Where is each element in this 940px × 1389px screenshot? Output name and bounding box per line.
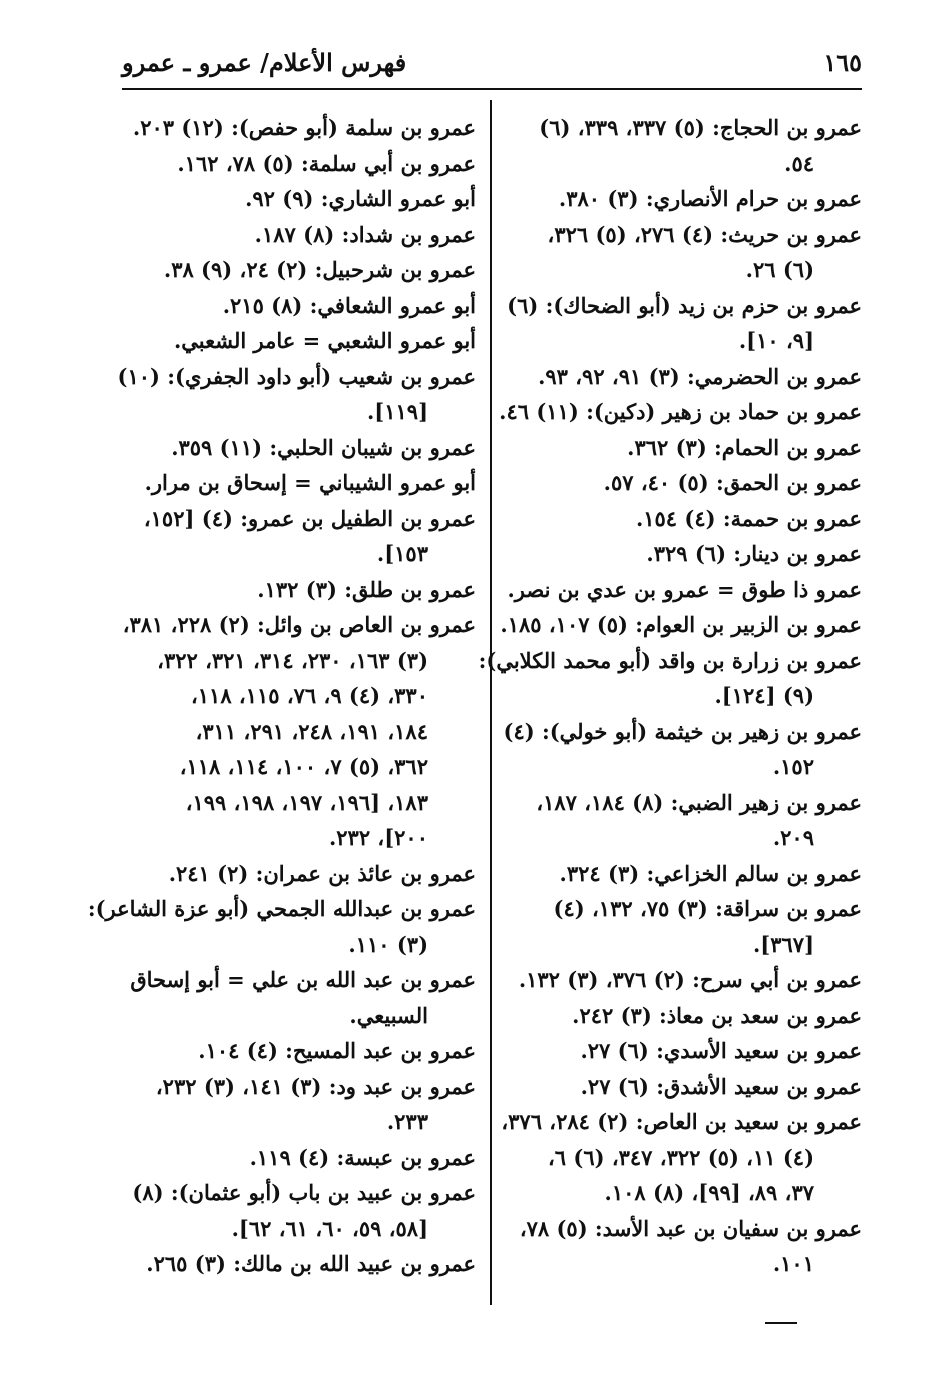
entry-continuation-line: ١٨٣، [١٩٦، ١٩٧، ١٩٨، ١٩٩، bbox=[185, 789, 428, 815]
entry-continuation-line: ١٥٣]. bbox=[376, 541, 428, 566]
index-entry bbox=[500, 1211, 862, 1282]
index-entry bbox=[500, 1033, 862, 1069]
entry-line: أبو عمرو الشيباني = إسحاق بن مرار. bbox=[144, 470, 476, 495]
index-entry bbox=[118, 323, 476, 359]
index-entry bbox=[118, 962, 476, 1033]
index-entry bbox=[478, 643, 862, 714]
index-entry bbox=[118, 430, 476, 466]
entry-line: عمرو بن حرام الأنصاري: (٣) ٣٨٠. bbox=[558, 186, 862, 211]
entry-continuation-line: السبيعي. bbox=[349, 1002, 428, 1028]
index-entry bbox=[500, 1069, 862, 1105]
index-entry bbox=[500, 501, 862, 537]
entry-line: عمرو بن سفيان بن عبد الأسد: (٥) ٧٨، bbox=[519, 1215, 862, 1241]
index-entry bbox=[500, 359, 862, 395]
entry-line: عمرو بن عبد ود: (٣) ١٤١، (٣) ٢٣٢، bbox=[155, 1073, 476, 1099]
index-entry bbox=[118, 252, 476, 288]
index-entry bbox=[500, 536, 862, 572]
entry-continuation-line: (٩) [١٢٤]. bbox=[714, 683, 814, 708]
entry-continuation-line: ٥٤. bbox=[784, 150, 814, 176]
entry-line: عمرو بن عبيد بن باب (أبو عثمان): (٨) bbox=[132, 1180, 476, 1205]
index-entry bbox=[500, 785, 862, 856]
entry-continuation-line: ١٥٢. bbox=[772, 754, 814, 779]
entry-line: عمرو بن الحمق: (٥) ٤٠، ٥٧. bbox=[603, 470, 862, 495]
entry-line: عمرو بن الطفيل بن عمرو: (٤) [١٥٢، bbox=[143, 505, 476, 531]
entry-continuation-line: ١٠١. bbox=[772, 1251, 814, 1276]
index-entry bbox=[500, 430, 862, 466]
entry-line: عمرو بن زهير بن خيثمة (أبو خولي): (٤) bbox=[503, 718, 862, 744]
index-entry bbox=[118, 856, 476, 892]
entry-line: عمرو بن سعيد الأسدي: (٦) ٢٧. bbox=[580, 1038, 862, 1063]
index-entry bbox=[500, 217, 862, 288]
header-rule bbox=[122, 88, 862, 90]
entry-line: عمرو بن شرحبيل: (٢) ٢٤، (٩) ٣٨. bbox=[163, 257, 476, 282]
index-entry bbox=[118, 110, 476, 146]
entry-continuation-line: ٣٣٠، (٤) ٩، ٧٦، ١١٥، ١١٨، bbox=[191, 683, 428, 708]
entry-line: عمرو بن عبسة: (٤) ١١٩. bbox=[249, 1144, 476, 1170]
entry-continuation-line: ١٨٤، ١٩١، ٢٤٨، ٢٩١، ٣١١، bbox=[195, 718, 428, 744]
entry-line: عمرو بن سالم الخزاعي: (٣) ٣٢٤. bbox=[559, 860, 862, 886]
entry-line: عمرو بن أبي سلمة: (٥) ٧٨، ١٦٢. bbox=[177, 150, 476, 176]
entry-line: عمرو بن الزبير بن العوام: (٥) ١٠٧، ١٨٥. bbox=[500, 612, 862, 637]
entry-line: عمرو بن شيبان الحلبي: (١١) ٣٥٩. bbox=[171, 434, 476, 460]
entry-line: عمرو بن حريث: (٤) ٢٧٦، (٥) ٣٢٦، bbox=[547, 221, 862, 247]
entry-line: عمرو بن زهير الضبي: (٨) ١٨٤، ١٨٧، bbox=[536, 789, 862, 815]
index-entry bbox=[118, 1175, 476, 1246]
index-entry bbox=[87, 891, 476, 962]
entry-line: عمرو بن عبدالله الجمحي (أبو عزة الشاعر): bbox=[87, 896, 476, 921]
index-entry bbox=[500, 288, 862, 359]
entry-line: عمرو ذا طوق = عمرو بن عدي بن نصر. bbox=[507, 576, 862, 602]
entry-line: عمرو بن عبيد الله بن مالك: (٣) ٢٦٥. bbox=[146, 1251, 476, 1276]
entry-line: عمرو بن دينار: (٦) ٣٢٩. bbox=[646, 541, 862, 566]
entry-line: عمرو بن شداد: (٨) ١٨٧. bbox=[254, 221, 476, 247]
entry-continuation-line: [٣٦٧]. bbox=[752, 931, 814, 957]
entry-line: أبو عمرو الشعافي: (٨) ٢١٥. bbox=[222, 292, 476, 318]
index-entry bbox=[500, 572, 862, 608]
entry-line: عمرو بن عائذ بن عمران: (٢) ٢٤١. bbox=[168, 860, 476, 886]
entry-line: عمرو بن العاص بن وائل: (٢) ٢٢٨، ٣٨١، bbox=[122, 612, 476, 637]
entry-continuation-line: ٢٣٣. bbox=[386, 1109, 428, 1134]
entry-line: عمرو بن سراقة: (٣) ٧٥، ١٣٢، (٤) bbox=[553, 896, 862, 921]
entry-line: عمرو بن حماد بن زهير (دكين): (١١) ٤٦. bbox=[499, 399, 862, 424]
index-entry bbox=[118, 607, 476, 856]
entry-line: عمرو بن سعيد بن العاص: (٢) ٢٨٤، ٣٧٦، bbox=[501, 1109, 862, 1134]
entry-line: عمرو بن عبد الله بن علي = أبو إسحاق bbox=[130, 967, 476, 992]
index-entry bbox=[118, 465, 476, 501]
index-entry bbox=[118, 181, 476, 217]
index-column-left bbox=[87, 110, 476, 1282]
index-entry bbox=[118, 1069, 476, 1140]
entry-line: عمرو بن الحمام: (٣) ٣٦٢. bbox=[627, 434, 862, 460]
footer-dash bbox=[765, 1322, 797, 1324]
entry-continuation-line: ٣٦٢، (٥) ٧، ١٠٠، ١١٤، ١١٨، bbox=[179, 754, 428, 779]
index-entry bbox=[118, 572, 476, 608]
entry-continuation-line: ٢٠٩. bbox=[772, 825, 814, 850]
entry-line: عمرو بن حممة: (٤) ١٥٤. bbox=[635, 505, 862, 531]
entry-continuation-line: (٣) ١٦٣، ٢٣٠، ٣١٤، ٣٢١، ٣٢٢، bbox=[157, 647, 428, 673]
index-entry bbox=[118, 501, 476, 572]
running-title: فهرس الأعلام/ عمرو ـ عمرو bbox=[122, 47, 407, 77]
index-entry bbox=[500, 110, 862, 181]
index-entry bbox=[500, 998, 862, 1034]
index-entry bbox=[500, 465, 862, 501]
index-entry bbox=[118, 217, 476, 253]
index-entry bbox=[500, 394, 862, 430]
entry-line: عمرو بن حزم بن زيد (أبو الضحاك): (٦) bbox=[507, 292, 862, 318]
index-entry bbox=[500, 607, 862, 643]
page-header bbox=[122, 40, 862, 84]
entry-line: أبو عمرو الشاري: (٩) ٩٢. bbox=[245, 186, 476, 211]
index-entry bbox=[118, 359, 476, 430]
index-entry bbox=[118, 1140, 476, 1176]
index-entry bbox=[500, 962, 862, 998]
entry-continuation-line: ٢٠٠]، ٢٣٢. bbox=[328, 825, 428, 850]
entry-continuation-line: [٩، ١٠]. bbox=[738, 328, 814, 353]
entry-line: عمرو بن زرارة بن واقد (أبو محمد الكلابي): bbox=[478, 647, 862, 673]
entry-line: عمرو بن عبد المسيح: (٤) ١٠٤. bbox=[198, 1038, 476, 1063]
entry-continuation-line: [٥٨، ٥٩، ٦٠، ٦١، ٦٢]. bbox=[231, 1215, 428, 1241]
index-entry bbox=[118, 1246, 476, 1282]
entry-line: عمرو بن سلمة (أبو حفص): (١٢) ٢٠٣. bbox=[132, 115, 476, 140]
index-entry bbox=[118, 146, 476, 182]
index-entry bbox=[118, 288, 476, 324]
index-entry bbox=[500, 1104, 862, 1211]
column-divider bbox=[490, 100, 492, 1305]
entry-line: أبو عمرو الشعبي = عامر الشعبي. bbox=[173, 328, 476, 353]
index-entry bbox=[500, 714, 862, 785]
entry-line: عمرو بن سعيد الأشدق: (٦) ٢٧. bbox=[580, 1073, 862, 1099]
entry-continuation-line: (٣) ١١٠. bbox=[348, 931, 428, 957]
entry-continuation-line: ٣٧، ٨٩، [٩٩]، (٨) ١٠٨. bbox=[604, 1180, 814, 1205]
entry-continuation-line: (٤) ١١، (٥) ٣٢٢، ٣٤٧، (٦) ٦، bbox=[548, 1144, 814, 1170]
entry-line: عمرو بن الحضرمي: (٣) ٩١، ٩٢، ٩٣. bbox=[538, 363, 862, 389]
entry-line: عمرو بن سعد بن معاذ: (٣) ٢٤٢. bbox=[572, 1002, 862, 1028]
index-entry bbox=[500, 181, 862, 217]
index-column-right bbox=[478, 110, 862, 1282]
index-entry bbox=[500, 856, 862, 892]
entry-line: عمرو بن شعيب (أبو داود الجفري): (١٠) bbox=[117, 363, 476, 389]
entry-line: عمرو بن أبي سرح: (٢) ٣٧٦، (٣) ١٣٢. bbox=[518, 967, 862, 992]
index-entry bbox=[500, 891, 862, 962]
entry-line: عمرو بن طلق: (٣) ١٣٢. bbox=[257, 576, 476, 602]
index-entry bbox=[118, 1033, 476, 1069]
page-number: ١٦٥ bbox=[823, 47, 862, 77]
entry-line: عمرو بن الحجاج: (٥) ٣٣٧، ٣٣٩، (٦) bbox=[539, 115, 862, 140]
entry-continuation-line: [١١٩]. bbox=[366, 399, 428, 424]
entry-continuation-line: (٦) ٢٦. bbox=[745, 257, 814, 282]
